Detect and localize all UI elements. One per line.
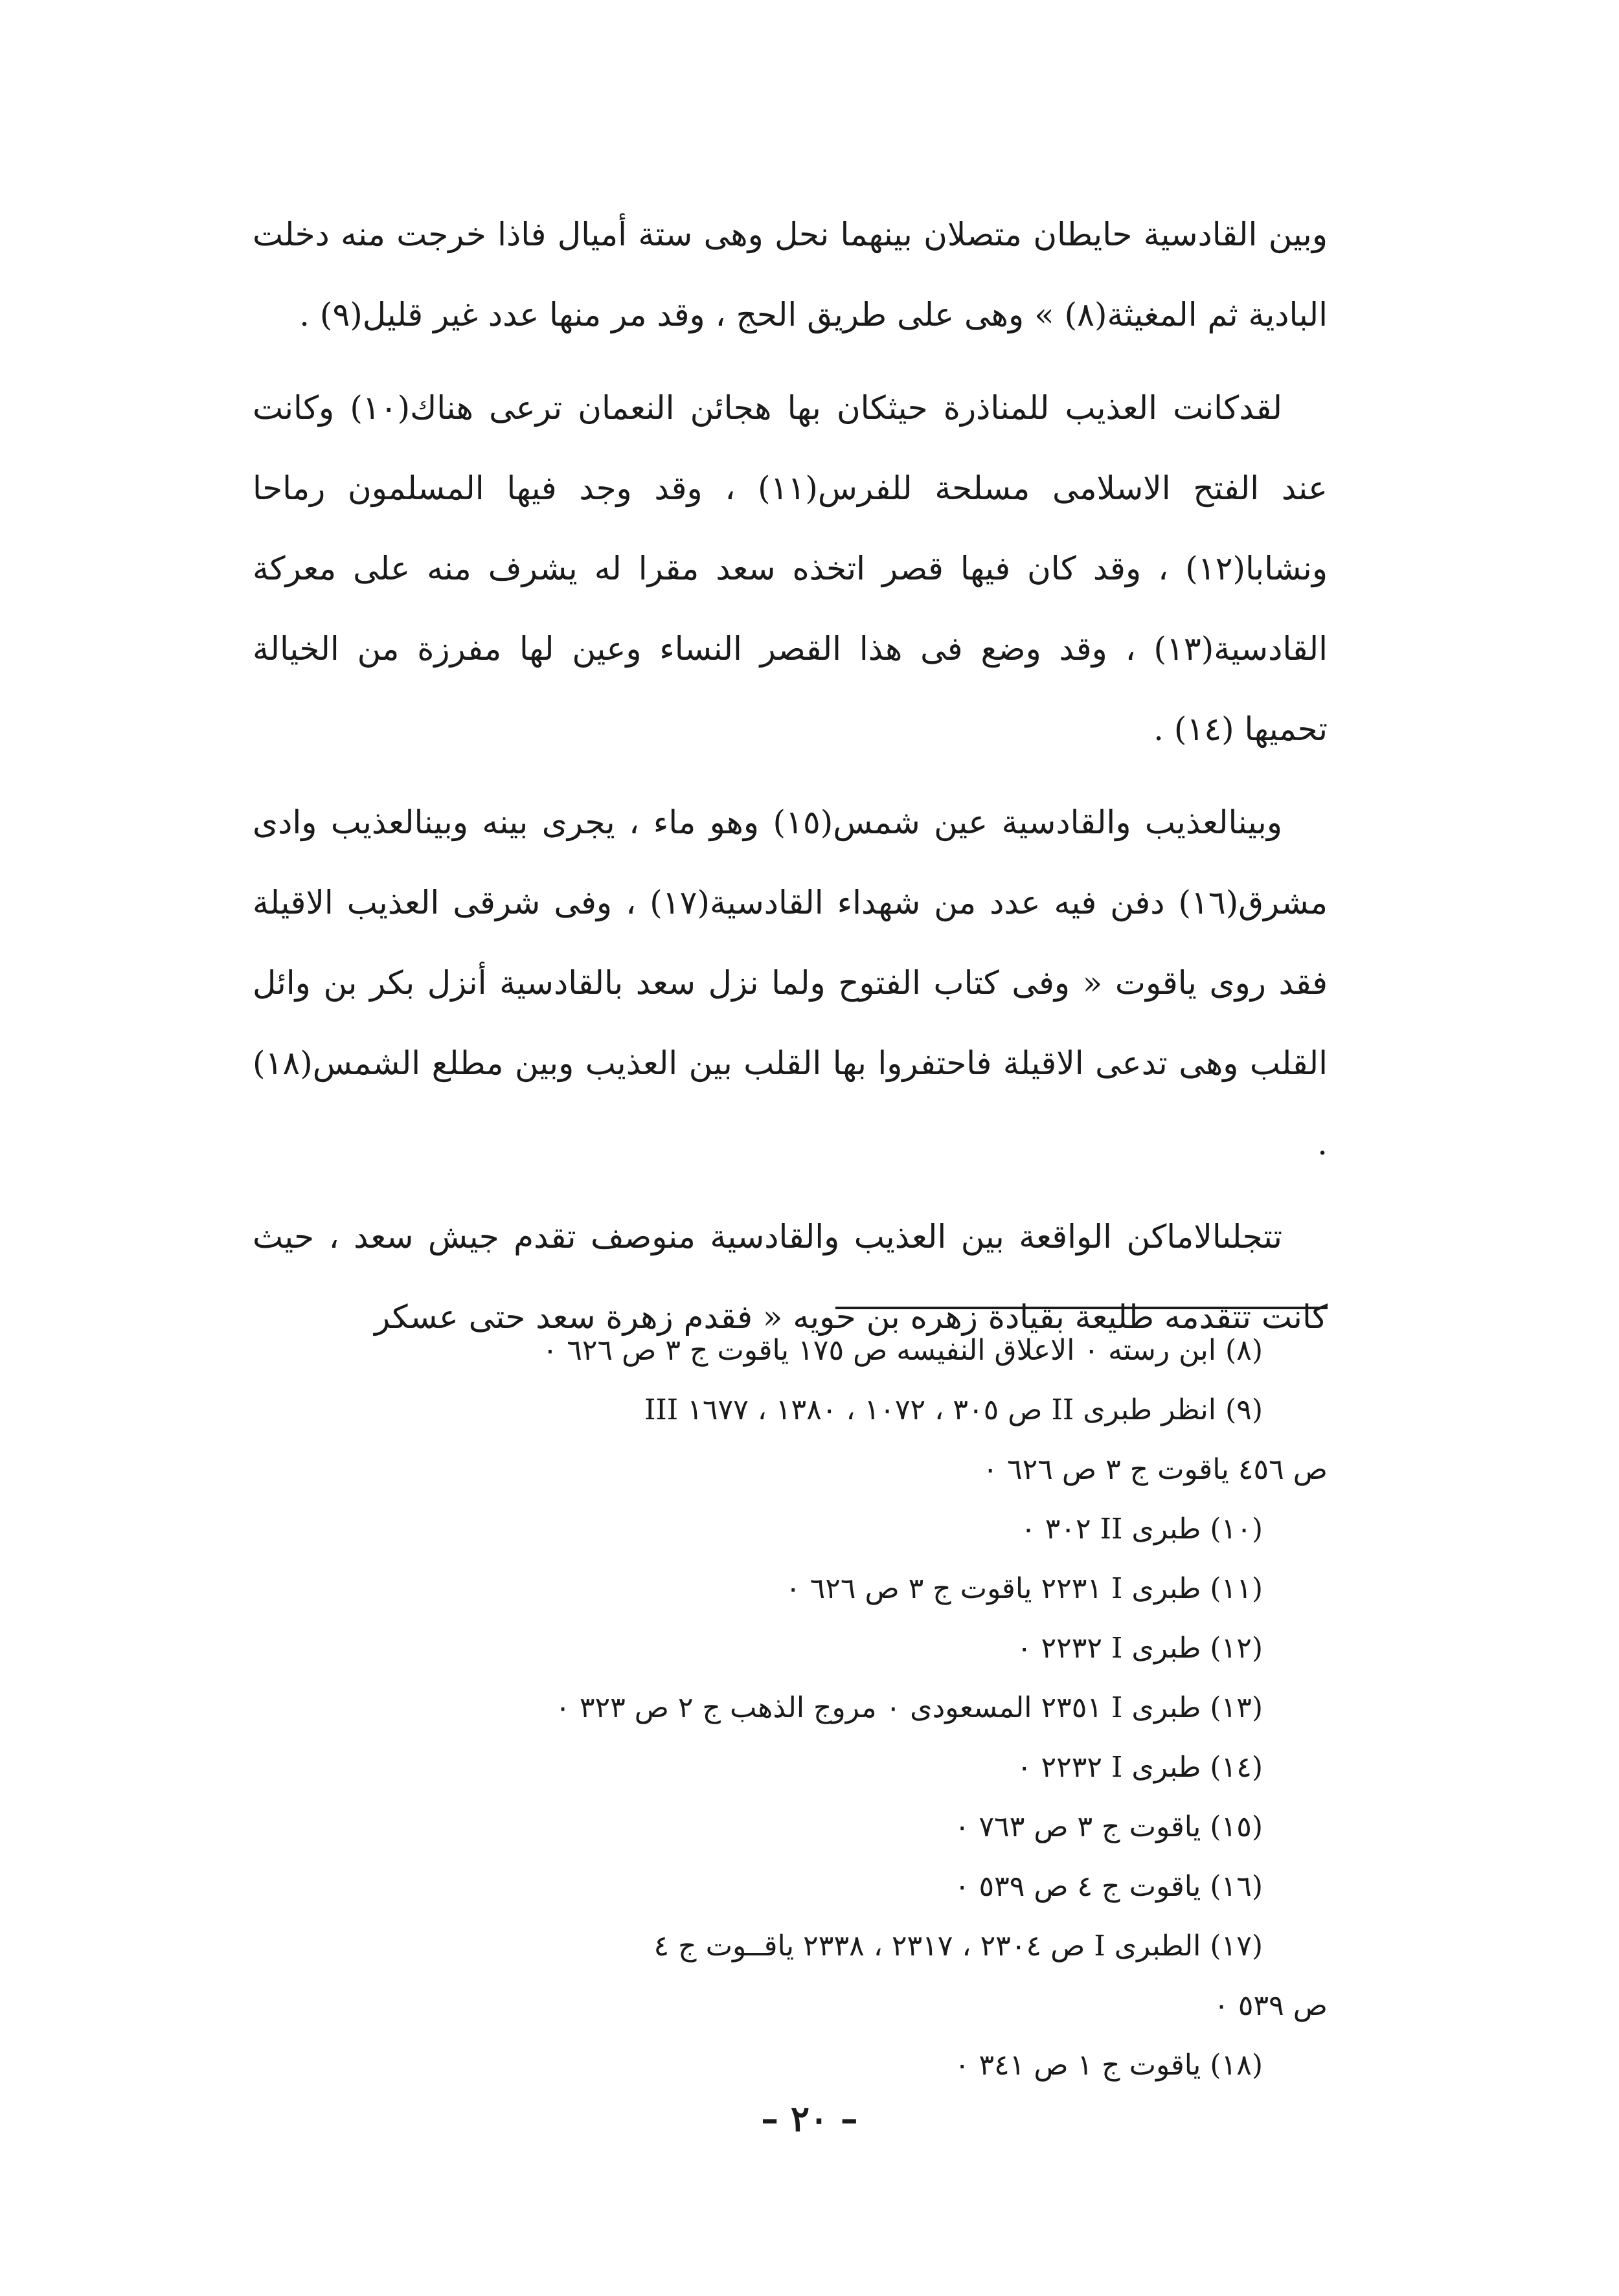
footnote-12: (١٢) طبرى I ٢٢٣٢ ٠ bbox=[1016, 1632, 1263, 1665]
paragraph-2: لقدكانت العذيب للمناذرة حيثكان بها هجائن النعمان ترعى هناك(١٠) وكانت عند الفتح الاسلامى مسلحة للفرس(١١) ، وقد وجد فيها المسلمون رماحا ونشابا(١٢) ، وقد كان فيها قصر اتخذه سعد مقرا له يشرف منه على معركة القادسية(١٣) ، وقد وضع فى هذا القصر النساء وعين لها مفرزة من الخيالة تحميها (١٤) . bbox=[253, 389, 1328, 748]
page-number: – ٢٠ – bbox=[761, 2098, 858, 2139]
footnote-17: (١٧) الطبرى I ص ٢٣٠٤ ، ٢٣١٧ ، ٢٣٣٨ ياقــوت ج ٤ bbox=[653, 1930, 1263, 1963]
footnote-14: (١٤) طبرى I ٢٢٣٢ ٠ bbox=[1016, 1751, 1263, 1784]
paragraph-4: تتجلىالاماكن الواقعة بين العذيب والقادسية منوصف تقدم جيش سعد ، حيث كانت تتقدمه طليعة بقيادة زهره بن حويه « فقدم زهرة سعد حتى عسكر bbox=[253, 1218, 1328, 1336]
footnote-15: (١٥) ياقوت ج ٣ ص ٧٦٣ ٠ bbox=[954, 1810, 1263, 1843]
paragraph-3: وبينالعذيب والقادسية عين شمس(١٥) وهو ماء ، يجرى بينه وبينالعذيب وادى مشرق(١٦) دفن فيه عدد من شهداء القادسية(١٧) ، وفى شرقى العذيب الاقيلة فقد روى ياقوت « وفى كتاب الفتوح ولما نزل سعد بالقادسية أنزل بكر بن وائل القلب وهى تدعى الاقيلة فاحتفروا بها القلب بين العذيب وبين مطلع الشمس(١٨) . bbox=[253, 804, 1328, 1162]
footnote-10: (١٠) طبرى II ٣٠٢ ٠ bbox=[1021, 1513, 1263, 1546]
footnote-separator bbox=[835, 1307, 1328, 1309]
footnote-8: (٨) ابن رسته ٠ الاعلاق النفيسه ص ١٧٥ ياقوت ج ٣ ص ٦٢٦ ٠ bbox=[542, 1334, 1263, 1367]
paragraph-1: وبين القادسية حايطان متصلان بينهما نحل وهى ستة أميال فاذا خرجت منه دخلت البادية ثم المغيثة(٨) » وهى على طريق الحج ، وقد مر منها عدد غير قليل(٩) . bbox=[253, 216, 1328, 333]
footnote-18: (١٨) ياقوت ج ١ ص ٣٤١ ٠ bbox=[954, 2049, 1263, 2082]
footnote-17-continued: ص ٥٣٩ ٠ bbox=[1214, 1989, 1328, 2022]
footnote-16: (١٦) ياقوت ج ٤ ص ٥٣٩ ٠ bbox=[954, 1870, 1263, 1903]
footnote-9: (٩) انظر طبرى II ص ٣٠٥ ، ١٠٧٢ ، ١٣٨٠ ، ١٦٧٧ III bbox=[644, 1393, 1263, 1426]
footnote-13: (١٣) طبرى I ٢٣٥١ المسعودى ٠ مروج الذهب ج ٢ ص ٣٢٣ ٠ bbox=[555, 1691, 1263, 1724]
footnote-11: (١١) طبرى I ٢٢٣١ ياقوت ج ٣ ص ٦٢٦ ٠ bbox=[785, 1572, 1263, 1605]
footnote-9-continued: ص ٤٥٦ ياقوت ج ٣ ص ٦٢٦ ٠ bbox=[982, 1453, 1328, 1486]
main-text bbox=[253, 194, 1328, 1357]
footnotes bbox=[253, 1321, 1328, 2095]
